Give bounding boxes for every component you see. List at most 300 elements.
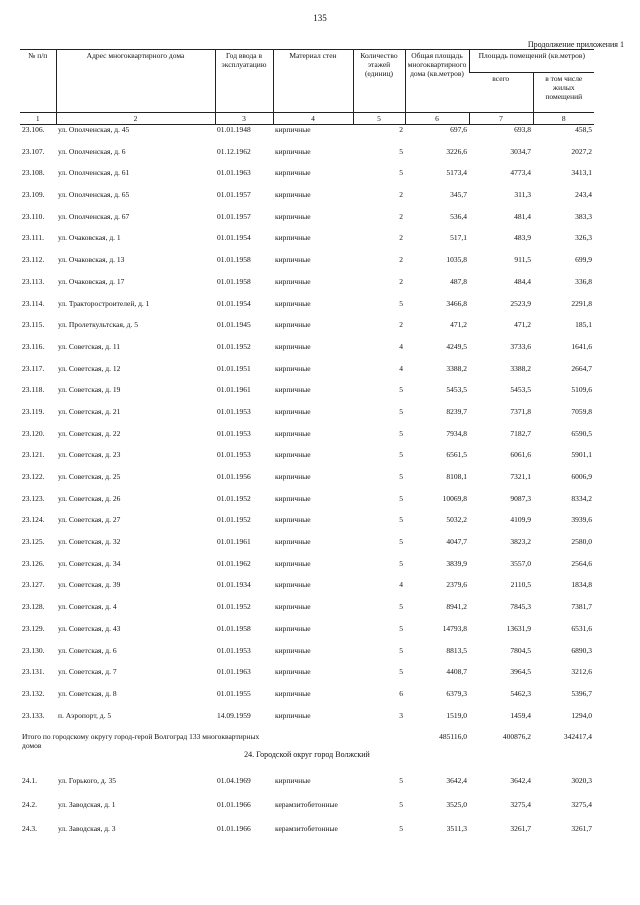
row-total-area: 3226,6 <box>446 146 467 156</box>
row-address: ул. Заводская, д. 1 <box>58 799 116 809</box>
row-premises-living: 699,9 <box>575 255 593 265</box>
row-year: 01.01.1952 <box>217 602 251 612</box>
row-floors: 5 <box>399 428 403 438</box>
row-total-area: 5032,2 <box>446 515 467 525</box>
row-material: кирпичные <box>275 623 311 633</box>
colnum: 3 <box>215 113 273 125</box>
row-floors: 2 <box>399 190 403 200</box>
row-premises-all: 484,4 <box>514 276 531 286</box>
table-row <box>20 559 594 581</box>
row-address: ул. Пролеткультская, д. 5 <box>58 320 138 330</box>
colnum: 6 <box>405 113 469 125</box>
row-material: кирпичные <box>275 667 311 677</box>
row-address: ул. Ополченская, д. 6 <box>58 146 126 156</box>
row-total-area: 3466,8 <box>446 298 467 308</box>
row-floors: 5 <box>399 667 403 677</box>
total-all: 400876,2 <box>502 732 531 742</box>
row-premises-all: 3034,7 <box>510 146 531 156</box>
row-material: кирпичные <box>275 710 311 720</box>
row-premises-all: 3388,2 <box>510 363 531 373</box>
row-address: ул. Советская, д. 27 <box>58 515 121 525</box>
row-floors: 5 <box>399 406 403 416</box>
row-premises-living: 5109,6 <box>571 385 593 395</box>
row-address: ул. Советская, д. 32 <box>58 537 121 547</box>
row-material: кирпичные <box>275 472 311 481</box>
row-year: 01.01.1957 <box>217 190 251 200</box>
row-material: кирпичные <box>275 341 311 351</box>
row-number: 23.122. <box>22 472 45 481</box>
row-premises-living: 7059,8 <box>571 406 593 416</box>
row-floors: 5 <box>399 385 403 395</box>
row-total-area: 7934,8 <box>446 428 467 438</box>
table-row <box>20 450 594 472</box>
row-premises-all: 3261,7 <box>510 823 531 833</box>
table-row <box>20 147 594 169</box>
table-row <box>20 233 594 255</box>
row-premises-living: 383,3 <box>575 211 593 221</box>
row-address: ул. Горького, д. 35 <box>58 775 116 785</box>
row-number: 23.106. <box>22 125 45 134</box>
row-floors: 5 <box>399 823 403 833</box>
row-address: ул. Советская, д. 11 <box>58 341 121 351</box>
table-row <box>20 711 594 733</box>
row-floors: 5 <box>399 515 403 525</box>
row-number: 23.115. <box>22 320 45 330</box>
row-address: ул. Советская, д. 23 <box>58 450 121 460</box>
row-material: кирпичные <box>275 537 311 547</box>
row-address: ул. Советская, д. 25 <box>58 472 121 481</box>
row-number: 24.3. <box>22 823 37 833</box>
row-premises-living: 3261,7 <box>571 823 593 833</box>
row-premises-all: 3823,2 <box>510 537 531 547</box>
row-material: кирпичные <box>275 688 311 698</box>
row-number: 23.129. <box>22 623 45 633</box>
colnum: 5 <box>353 113 405 125</box>
row-floors: 5 <box>399 146 403 156</box>
row-material: кирпичные <box>275 233 311 243</box>
row-number: 23.130. <box>22 645 45 655</box>
row-address: ул. Ополченская, д. 67 <box>58 211 130 221</box>
row-year: 01.01.1966 <box>217 823 251 833</box>
row-year: 01.01.1955 <box>217 688 251 698</box>
row-address: ул. Советская, д. 34 <box>58 558 121 568</box>
row-address: ул. Ополченская, д. 61 <box>58 168 130 178</box>
page-number: 135 <box>313 13 327 23</box>
row-number: 23.116. <box>22 341 45 351</box>
row-number: 23.121. <box>22 450 45 460</box>
row-number: 23.112. <box>22 255 45 265</box>
table-row <box>20 342 594 364</box>
row-total-area: 8239,7 <box>446 406 467 416</box>
row-total-area: 3511,3 <box>446 823 467 833</box>
row-total-area: 4408,7 <box>446 667 467 677</box>
row-address: ул. Заводская, д. 3 <box>58 823 116 833</box>
row-number: 23.109. <box>22 190 45 200</box>
row-year: 01.01.1963 <box>217 667 251 677</box>
table-row <box>20 277 594 299</box>
row-total-area: 3525,0 <box>446 799 467 809</box>
header-no: № п/п <box>20 50 56 113</box>
table-row <box>20 515 594 537</box>
row-premises-all: 5462,3 <box>510 688 531 698</box>
continuation-note: Продолжение приложения 1 <box>527 40 624 49</box>
row-year: 01.01.1952 <box>217 493 251 503</box>
row-floors: 5 <box>399 472 403 481</box>
row-floors: 4 <box>399 363 403 373</box>
row-premises-living: 6006,9 <box>571 472 593 481</box>
row-year: 14.09.1959 <box>217 710 251 720</box>
row-number: 23.111. <box>22 233 44 243</box>
row-address: п. Аэропорт, д. 5 <box>58 710 112 720</box>
row-premises-living: 243,4 <box>575 190 593 200</box>
row-floors: 2 <box>399 233 403 243</box>
row-year: 01.01.1958 <box>217 623 251 633</box>
row-year: 01.01.1953 <box>217 406 251 416</box>
row-total-area: 5453,5 <box>446 385 467 395</box>
row-total-area: 1519,0 <box>446 710 467 720</box>
row-address: ул. Советская, д. 7 <box>58 667 117 677</box>
row-total-area: 697,6 <box>450 125 467 134</box>
row-floors: 2 <box>399 125 403 134</box>
row-floors: 2 <box>399 255 403 265</box>
table-row <box>20 190 594 212</box>
row-premises-living: 2291,8 <box>571 298 593 308</box>
row-material: кирпичные <box>275 385 311 395</box>
section-heading-row <box>20 750 594 768</box>
row-material: кирпичные <box>275 580 311 590</box>
row-total-area: 6561,5 <box>446 450 467 460</box>
row-premises-living: 6890,3 <box>571 645 593 655</box>
table-row <box>20 364 594 386</box>
row-number: 23.133. <box>22 710 45 720</box>
row-number: 23.113. <box>22 276 45 286</box>
row-total-area: 471,2 <box>450 320 467 330</box>
row-floors: 5 <box>399 450 403 460</box>
row-premises-living: 1294,0 <box>571 710 593 720</box>
row-year: 01.01.1961 <box>217 537 251 547</box>
row-floors: 5 <box>399 493 403 503</box>
row-premises-all: 2110,5 <box>510 580 531 590</box>
row-total-area: 8941,2 <box>446 602 467 612</box>
row-premises-all: 7845,3 <box>510 602 531 612</box>
row-premises-living: 5901,1 <box>571 450 593 460</box>
row-floors: 2 <box>399 211 403 221</box>
row-material: кирпичные <box>275 428 311 438</box>
row-total-area: 1035,8 <box>446 255 467 265</box>
row-premises-living: 326,3 <box>575 233 593 243</box>
row-premises-living: 3020,3 <box>571 775 593 785</box>
row-year: 01.01.1961 <box>217 385 251 395</box>
row-material: кирпичные <box>275 602 311 612</box>
row-number: 23.127. <box>22 580 45 590</box>
row-floors: 2 <box>399 320 403 330</box>
row-address: ул. Советская, д. 39 <box>58 580 121 590</box>
row-floors: 5 <box>399 537 403 547</box>
row-number: 23.114. <box>22 298 45 308</box>
row-year: 01.12.1962 <box>217 146 251 156</box>
row-premises-living: 6531,6 <box>571 623 593 633</box>
row-premises-living: 5396,7 <box>571 688 593 698</box>
row-floors: 5 <box>399 558 403 568</box>
row-material: кирпичные <box>275 276 311 286</box>
row-floors: 4 <box>399 341 403 351</box>
row-premises-living: 3212,6 <box>571 667 593 677</box>
row-floors: 5 <box>399 168 403 178</box>
row-material: кирпичные <box>275 515 311 525</box>
row-address: ул. Советская, д. 26 <box>58 493 121 503</box>
row-number: 23.125. <box>22 537 45 547</box>
row-address: ул. Советская, д. 4 <box>58 602 117 612</box>
row-total-area: 3388,2 <box>446 363 467 373</box>
row-year: 01.01.1948 <box>217 125 251 134</box>
housing-table <box>20 49 594 840</box>
row-address: ул. Очаковская, д. 17 <box>58 276 125 286</box>
row-number: 23.132. <box>22 688 45 698</box>
row-floors: 4 <box>399 580 403 590</box>
row-material: кирпичные <box>275 406 311 416</box>
row-floors: 5 <box>399 298 403 308</box>
row-number: 23.128. <box>22 602 45 612</box>
row-material: кирпичные <box>275 190 311 200</box>
row-address: ул. Очаковская, д. 13 <box>58 255 125 265</box>
row-address: ул. Ополченская, д. 45 <box>58 125 130 134</box>
header-premises-all: всего <box>469 73 533 113</box>
row-year: 01.01.1934 <box>217 580 251 590</box>
row-floors: 2 <box>399 276 403 286</box>
row-total-area: 10069,8 <box>442 493 467 503</box>
row-premises-living: 2564,6 <box>571 558 593 568</box>
row-premises-all: 9087,3 <box>510 493 531 503</box>
row-year: 01.01.1954 <box>217 298 251 308</box>
row-year: 01.01.1963 <box>217 168 251 178</box>
table-header <box>20 50 594 73</box>
row-number: 24.2. <box>22 799 37 809</box>
row-premises-living: 7381,7 <box>571 602 593 612</box>
row-premises-living: 6590,5 <box>571 428 593 438</box>
row-total-area: 536,4 <box>450 211 467 221</box>
row-address: ул. Тракторостроителей, д. 1 <box>58 298 150 308</box>
row-premises-all: 3964,5 <box>510 667 531 677</box>
colnum: 4 <box>273 113 353 125</box>
row-premises-all: 6061,6 <box>510 450 531 460</box>
row-premises-all: 3557,0 <box>510 558 531 568</box>
row-floors: 5 <box>399 799 403 809</box>
row-premises-all: 483,9 <box>514 233 531 243</box>
table-row <box>20 646 594 668</box>
row-premises-living: 458,5 <box>575 125 593 134</box>
row-premises-living: 1834,8 <box>571 580 593 590</box>
row-total-area: 4047,7 <box>446 537 467 547</box>
table-row <box>20 537 594 559</box>
row-premises-living: 336,8 <box>575 276 593 286</box>
row-material: кирпичные <box>275 320 311 330</box>
row-premises-all: 7371,8 <box>510 406 531 416</box>
row-material: кирпичные <box>275 298 311 308</box>
row-premises-all: 481,4 <box>514 211 531 221</box>
row-year: 01.01.1951 <box>217 363 251 373</box>
row-premises-all: 4109,9 <box>510 515 531 525</box>
row-year: 01.01.1962 <box>217 558 251 568</box>
row-premises-all: 7182,7 <box>510 428 531 438</box>
row-total-area: 517,1 <box>450 233 467 243</box>
row-premises-living: 185,1 <box>575 320 593 330</box>
row-material: кирпичные <box>275 493 311 503</box>
header-premises-living: в том числе жилых помещений <box>533 73 594 113</box>
row-address: ул. Советская, д. 6 <box>58 645 117 655</box>
total-label: Итого по городскому округу город-герой Волгоград 133 многоквартирных домов <box>22 732 260 751</box>
row-total-area: 14793,8 <box>442 623 467 633</box>
table-row <box>20 429 594 451</box>
row-total-area: 4249,5 <box>446 341 467 351</box>
table-row <box>20 255 594 277</box>
row-premises-all: 1459,4 <box>510 710 531 720</box>
table-row <box>20 816 594 840</box>
table-row <box>20 125 594 147</box>
row-material: кирпичные <box>275 211 311 221</box>
row-number: 23.126. <box>22 558 45 568</box>
row-year: 01.01.1945 <box>217 320 251 330</box>
row-number: 23.107. <box>22 146 45 156</box>
table-row <box>20 624 594 646</box>
row-premises-all: 3275,4 <box>510 799 531 809</box>
table-row <box>20 494 594 516</box>
table-row <box>20 385 594 407</box>
row-total-area: 3839,9 <box>446 558 467 568</box>
row-premises-all: 13631,9 <box>506 623 531 633</box>
row-number: 23.120. <box>22 428 45 438</box>
row-premises-all: 471,2 <box>514 320 531 330</box>
row-year: 01.01.1957 <box>217 211 251 221</box>
row-address: ул. Советская, д. 21 <box>58 406 121 416</box>
header-walls: Материал стен <box>273 50 353 113</box>
row-year: 01.01.1958 <box>217 255 251 265</box>
row-premises-living: 2027,2 <box>571 146 593 156</box>
row-material: кирпичные <box>275 558 311 568</box>
colnum: 7 <box>469 113 533 125</box>
row-premises-all: 2523,9 <box>510 298 531 308</box>
row-total-area: 5173,4 <box>446 168 467 178</box>
row-address: ул. Советская, д. 12 <box>58 363 121 373</box>
row-address: ул. Советская, д. 19 <box>58 385 121 395</box>
row-address: ул. Советская, д. 43 <box>58 623 121 633</box>
header-floors: Количество этажей (единиц) <box>353 50 405 113</box>
row-number: 23.119. <box>22 406 45 416</box>
total-area: 485116,0 <box>439 732 467 742</box>
colnum: 8 <box>533 113 594 125</box>
row-year: 01.01.1953 <box>217 428 251 438</box>
row-total-area: 8108,1 <box>446 472 467 481</box>
row-premises-living: 2580,0 <box>571 537 593 547</box>
row-year: 01.01.1954 <box>217 233 251 243</box>
table-row <box>20 320 594 342</box>
row-year: 01.01.1953 <box>217 645 251 655</box>
table-row <box>20 299 594 321</box>
row-premises-all: 7804,5 <box>510 645 531 655</box>
row-premises-all: 3733,6 <box>510 341 531 351</box>
row-year: 01.04.1969 <box>217 775 251 785</box>
row-number: 23.131. <box>22 667 45 677</box>
row-premises-all: 311,3 <box>514 190 531 200</box>
row-year: 01.01.1952 <box>217 341 251 351</box>
row-total-area: 2379,6 <box>446 580 467 590</box>
table-row <box>20 407 594 429</box>
table-row <box>20 168 594 190</box>
row-year: 01.01.1953 <box>217 450 251 460</box>
row-floors: 5 <box>399 645 403 655</box>
row-address: ул. Советская, д. 8 <box>58 688 117 698</box>
row-material: керамзитобетонные <box>275 799 338 809</box>
table-row <box>20 792 594 816</box>
row-premises-all: 4773,4 <box>510 168 531 178</box>
row-material: кирпичные <box>275 450 311 460</box>
row-number: 23.110. <box>22 211 45 221</box>
table-row <box>20 472 594 494</box>
table-row <box>20 602 594 624</box>
row-number: 23.124. <box>22 515 45 525</box>
row-number: 23.117. <box>22 363 45 373</box>
header-premises: Площадь помещений (кв.метров) <box>469 50 594 73</box>
row-floors: 5 <box>399 775 403 785</box>
row-premises-living: 3275,4 <box>571 799 593 809</box>
row-year: 01.01.1952 <box>217 515 251 525</box>
row-number: 23.123. <box>22 493 45 503</box>
row-number: 24.1. <box>22 775 37 785</box>
header-address: Адрес многоквартирного дома <box>56 50 215 113</box>
row-material: кирпичные <box>275 775 311 785</box>
row-year: 01.01.1966 <box>217 799 251 809</box>
row-address: ул. Ополченская, д. 65 <box>58 190 130 200</box>
colnum: 1 <box>20 113 56 125</box>
row-year: 01.01.1958 <box>217 276 251 286</box>
row-material: кирпичные <box>275 125 311 134</box>
table-row <box>20 689 594 711</box>
row-premises-living: 3939,6 <box>571 515 593 525</box>
row-material: кирпичные <box>275 168 311 178</box>
row-total-area: 487,8 <box>450 276 467 286</box>
table-row <box>20 212 594 234</box>
row-premises-living: 8334,2 <box>571 493 593 503</box>
row-premises-living: 3413,1 <box>571 168 593 178</box>
row-material: кирпичные <box>275 255 311 265</box>
section-heading: 24. Городской округ город Волжский <box>244 750 370 760</box>
column-number-row <box>20 113 594 125</box>
total-living: 342417,4 <box>563 732 593 742</box>
row-total-area: 345,7 <box>450 190 467 200</box>
row-premises-all: 5453,5 <box>510 385 531 395</box>
table-row <box>20 580 594 602</box>
row-floors: 5 <box>399 602 403 612</box>
row-premises-living: 1641,6 <box>571 341 593 351</box>
row-year: 01.01.1956 <box>217 472 251 481</box>
row-total-area: 3642,4 <box>446 775 467 785</box>
table-row <box>20 667 594 689</box>
header-total-area: Общая площадь многоквартирного дома (кв.метров) <box>405 50 469 113</box>
row-number: 23.108. <box>22 168 45 178</box>
header-year: Год ввода в эксплуатацию <box>215 50 273 113</box>
row-material: керамзитобетонные <box>275 823 338 833</box>
row-material: кирпичные <box>275 645 311 655</box>
row-total-area: 8813,5 <box>446 645 467 655</box>
table-row <box>20 768 594 792</box>
row-premises-living: 2664,7 <box>571 363 593 373</box>
row-material: кирпичные <box>275 363 311 373</box>
row-premises-all: 911,5 <box>514 255 531 265</box>
row-floors: 3 <box>399 710 403 720</box>
row-material: кирпичные <box>275 146 311 156</box>
row-floors: 6 <box>399 688 403 698</box>
row-premises-all: 693,8 <box>514 125 531 134</box>
total-row <box>20 732 594 750</box>
